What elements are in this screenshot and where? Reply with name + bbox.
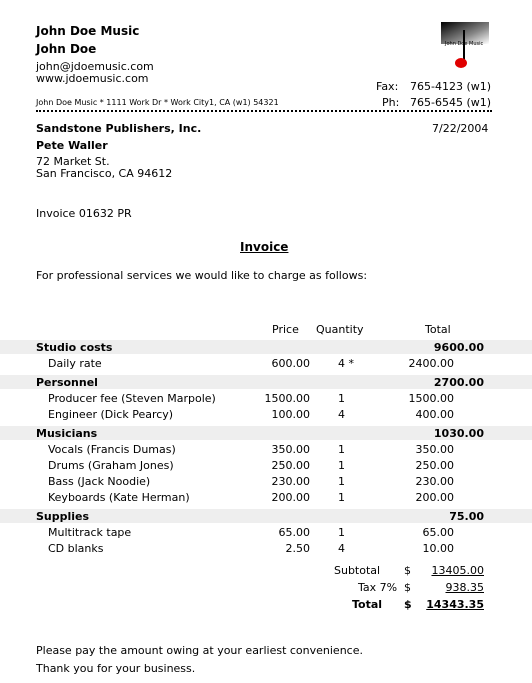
section-name: Studio costs: [36, 341, 113, 354]
item-total: 200.00: [415, 491, 454, 504]
section-name: Musicians: [36, 427, 98, 440]
item-description: Bass (Jack Noodie): [48, 475, 151, 488]
item-quantity: 1: [338, 392, 345, 405]
section-name: Supplies: [36, 510, 90, 523]
table-row: [0, 357, 532, 373]
table-row: [0, 475, 532, 491]
table-row: [0, 459, 532, 475]
item-quantity: 1: [338, 459, 345, 472]
item-total: 350.00: [415, 443, 454, 456]
tax-value: 938.35: [445, 581, 484, 594]
item-price: 2.50: [285, 542, 310, 555]
table-row: [0, 408, 532, 424]
item-price: 230.00: [271, 475, 310, 488]
fax-number: 765-4123 (w1): [410, 80, 492, 93]
item-quantity: 1: [338, 491, 345, 504]
item-description: Daily rate: [48, 357, 102, 370]
item-price: 100.00: [271, 408, 310, 421]
grand-total-value: 14343.35: [426, 598, 484, 611]
item-quantity: 4: [338, 408, 345, 421]
phone-number: 765-6545 (w1): [410, 96, 492, 109]
item-description: Multitrack tape: [48, 526, 132, 539]
intro-text: For professional services we would like to charge as follows:: [36, 269, 368, 282]
logo-text: John Doe Music: [445, 41, 484, 47]
item-total: 230.00: [415, 475, 454, 488]
item-quantity: 4: [338, 542, 345, 555]
table-row: [0, 526, 532, 542]
item-description: Keyboards (Kate Herman): [48, 491, 190, 504]
section-header-row: [0, 509, 532, 523]
item-total: 400.00: [415, 408, 454, 421]
logo: [441, 22, 489, 70]
sender-website: www.jdoemusic.com: [36, 72, 149, 85]
item-price: 1500.00: [264, 392, 310, 405]
item-description: Vocals (Francis Dumas): [48, 443, 176, 456]
item-price: 350.00: [271, 443, 310, 456]
header-divider: [36, 110, 492, 112]
item-quantity: 1: [338, 475, 345, 488]
footer-thanks: Thank you for your business.: [36, 662, 196, 675]
table-row: [0, 542, 532, 558]
item-description: Producer fee (Steven Marpole): [48, 392, 216, 405]
section-header-row: [0, 375, 532, 389]
grand-total-currency: $: [404, 598, 412, 611]
column-total: Total: [425, 323, 451, 336]
section-name: Personnel: [36, 376, 98, 389]
invoice-date: 7/22/2004: [432, 122, 489, 135]
item-total: 250.00: [415, 459, 454, 472]
table-row: [0, 491, 532, 507]
item-price: 250.00: [271, 459, 310, 472]
invoice-title: Invoice: [240, 240, 289, 254]
item-description: Drums (Graham Jones): [48, 459, 174, 472]
item-quantity: 1: [338, 443, 345, 456]
section-total: 1030.00: [433, 427, 484, 440]
table-row: [0, 443, 532, 459]
recipient-contact: Pete Waller: [36, 139, 108, 152]
item-total: 1500.00: [408, 392, 454, 405]
item-quantity: 4 *: [338, 357, 354, 370]
phone-label: Ph:: [382, 96, 400, 109]
item-price: 600.00: [271, 357, 310, 370]
column-quantity: Quantity: [316, 323, 364, 336]
column-price: Price: [272, 323, 299, 336]
sender-person: John Doe: [36, 42, 97, 56]
item-total: 2400.00: [408, 357, 454, 370]
fax-label: Fax:: [376, 80, 399, 93]
item-quantity: 1: [338, 526, 345, 539]
section-total: 9600.00: [433, 341, 484, 354]
tax-label: Tax 7%: [358, 581, 398, 594]
table-row: [0, 392, 532, 408]
subtotal-currency: $: [404, 564, 411, 577]
recipient-city: San Francisco, CA 94612: [36, 167, 173, 180]
tax-currency: $: [404, 581, 411, 594]
recipient-street: 72 Market St.: [36, 155, 110, 168]
footer-payment-note: Please pay the amount owing at your earliest convenience.: [36, 644, 363, 657]
invoice-number: Invoice 01632 PR: [36, 207, 132, 220]
section-total: 75.00: [449, 510, 484, 523]
sender-address-small: John Doe Music * 1111 Work Dr * Work City1, CA (w1) 54321: [36, 98, 279, 107]
grand-total-label: Total: [352, 598, 383, 611]
sender-name: John Doe Music: [36, 24, 140, 38]
sender-email: john@jdoemusic.com: [36, 60, 154, 73]
section-header-row: [0, 340, 532, 354]
section-total: 2700.00: [433, 376, 484, 389]
item-description: CD blanks: [48, 542, 104, 555]
item-price: 200.00: [271, 491, 310, 504]
item-description: Engineer (Dick Pearcy): [48, 408, 174, 421]
subtotal-value: 13405.00: [431, 564, 484, 577]
subtotal-label: Subtotal: [334, 564, 381, 577]
recipient-company: Sandstone Publishers, Inc.: [36, 122, 202, 135]
section-header-row: [0, 426, 532, 440]
item-price: 65.00: [278, 526, 310, 539]
item-total: 10.00: [422, 542, 454, 555]
item-total: 65.00: [422, 526, 454, 539]
